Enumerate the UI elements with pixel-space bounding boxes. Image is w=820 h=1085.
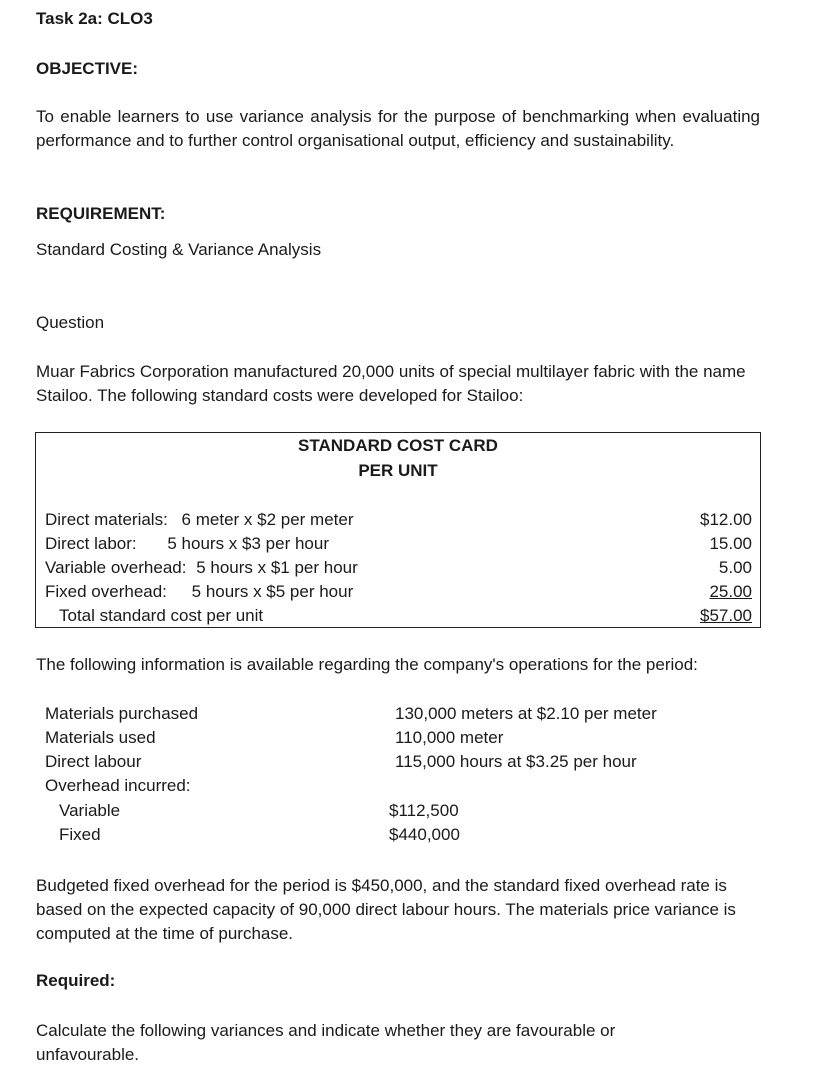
requirement-heading: REQUIREMENT: xyxy=(36,204,166,223)
budget-note: Budgeted fixed overhead for the period is $450,000, and the standard fixed overhead rate is based on the expected capacity of 90,000 direct labour hours. The materials price variance is computed at the time of purchase. xyxy=(36,876,736,943)
info-value-fixed: $440,000 xyxy=(389,825,460,844)
info-label-overhead-incurred: Overhead incurred: xyxy=(45,776,191,795)
cost-row-amount: 15.00 xyxy=(709,534,752,553)
cost-row-direct-materials xyxy=(45,510,354,530)
info-value-materials-used: 110,000 meter xyxy=(395,728,504,747)
info-label-materials-used: Materials used xyxy=(45,728,156,747)
cost-total-label: Total standard cost per unit xyxy=(59,606,264,625)
cost-row-detail: 5 hours x $5 per hour xyxy=(191,582,354,601)
info-label-variable: Variable xyxy=(59,801,121,820)
info-value-variable: $112,500 xyxy=(389,801,459,820)
standard-cost-card xyxy=(35,432,761,628)
cost-row-label: Variable overhead: xyxy=(45,558,187,577)
cost-row-detail: 6 meter x $2 per meter xyxy=(181,510,354,529)
cost-row-detail: 5 hours x $1 per hour xyxy=(196,558,358,577)
objective-text: To enable learners to use variance analysis for the purpose of benchmarking when evaluating performance and to further control organisational output, efficiency and sustainability. xyxy=(36,107,760,150)
cost-row-label: Direct labor: xyxy=(45,534,137,553)
cost-row-label: Direct materials: xyxy=(45,510,168,529)
required-text: Calculate the following variances and indicate whether they are favourable or unfavourable. xyxy=(36,1021,616,1064)
objective-heading: OBJECTIVE: xyxy=(36,59,139,78)
info-label-materials-purchased: Materials purchased xyxy=(45,704,199,723)
required-heading: Required: xyxy=(36,971,116,990)
cost-row-amount: $12.00 xyxy=(700,510,752,529)
cost-total-amount: $57.00 xyxy=(700,606,752,625)
info-label-fixed: Fixed xyxy=(59,825,101,844)
cost-row-label: Fixed overhead: xyxy=(45,582,167,601)
info-label-direct-labour: Direct labour xyxy=(45,752,142,771)
operations-intro: The following information is available regarding the company's operations for the period: xyxy=(36,655,698,674)
info-value-materials-purchased: 130,000 meters at $2.10 per meter xyxy=(395,704,657,723)
cost-row-direct-labor xyxy=(45,534,329,554)
cost-row-variable-overhead xyxy=(45,558,358,578)
requirement-text: Standard Costing & Variance Analysis xyxy=(36,240,322,259)
info-value-direct-labour: 115,000 hours at $3.25 per hour xyxy=(395,752,637,771)
cost-card-title: STANDARD COST CARD xyxy=(298,436,498,455)
task-title: Task 2a: CLO3 xyxy=(36,9,153,28)
cost-row-detail: 5 hours x $3 per hour xyxy=(167,534,329,553)
question-intro: Muar Fabrics Corporation manufactured 20,000 units of special multilayer fabric with the name Stailoo. The following standard costs were developed for Stailoo: xyxy=(36,362,746,405)
cost-card-subtitle: PER UNIT xyxy=(358,461,438,480)
cost-row-fixed-overhead xyxy=(45,582,353,602)
cost-row-amount: 5.00 xyxy=(718,558,752,577)
cost-row-amount: 25.00 xyxy=(709,582,752,601)
question-label: Question xyxy=(36,313,105,332)
